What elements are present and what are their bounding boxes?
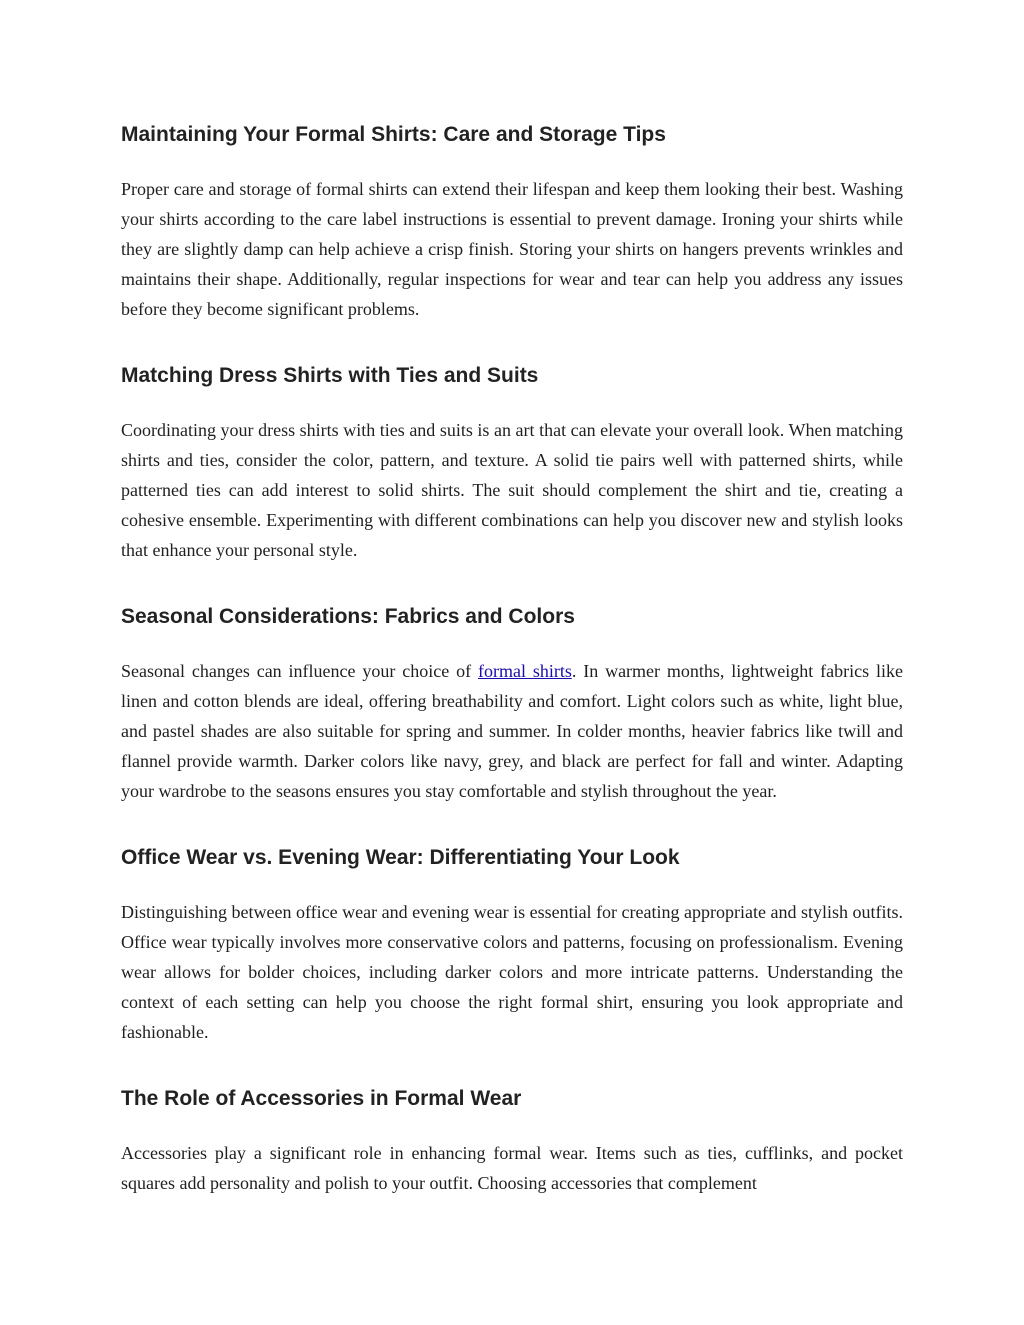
section-paragraph: Distinguishing between office wear and evening wear is essential for creating appropriate and stylish outfits. Office wear typically involves more conservative colors and patterns, focusing on professionalism. Evening wear allows for bolder choices, including darker colors and more intricate patterns. Understanding the context of each setting can help you choose the right formal shirt, ensuring you look appropriate and fashionable. [121,902,903,1042]
section-office-vs-evening [121,843,903,1047]
section-accessories [121,1084,903,1198]
document-page [121,120,903,1198]
section-heading: Matching Dress Shirts with Ties and Suits [121,364,539,387]
section-paragraph: Accessories play a significant role in enhancing formal wear. Items such as ties, cufflinks, and pocket squares add personality and polish to your outfit. Choosing accessories that complement [121,1143,903,1193]
section-paragraph: Coordinating your dress shirts with ties and suits is an art that can elevate your overall look. When matching shirts and ties, consider the color, pattern, and texture. A solid tie pairs well with patterned shirts, while patterned ties can add interest to solid shirts. The suit should complement the shirt and tie, creating a cohesive ensemble. Experimenting with different combinations can help you discover new and stylish looks that enhance your personal style. [121,420,903,560]
section-matching-ties-suits [121,361,903,565]
section-heading: Maintaining Your Formal Shirts: Care and Storage Tips [121,123,666,146]
paragraph-text-after-link: . In warmer months, lightweight fabrics like linen and cotton blends are ideal, offering breathability and comfort. Light colors such as white, light blue, and pastel shades are also suitable for spring and summer. In colder months, heavier fabrics like twill and flannel provide warmth. Darker colors like navy, grey, and black are perfect for fall and winter. Adapting your wardrobe to the seasons ensures you stay comfortable and stylish throughout the year. [121,661,903,801]
section-heading: Seasonal Considerations: Fabrics and Colors [121,605,575,628]
section-heading: The Role of Accessories in Formal Wear [121,1087,522,1110]
section-seasonal-considerations [121,602,903,806]
section-care-storage [121,120,903,324]
section-heading: Office Wear vs. Evening Wear: Differentiating Your Look [121,846,680,869]
section-paragraph [121,656,903,806]
formal-shirts-link[interactable]: formal shirts [477,661,572,681]
paragraph-text-before-link: Seasonal changes can influence your choice of [121,661,478,681]
section-paragraph: Proper care and storage of formal shirts can extend their lifespan and keep them looking their best. Washing your shirts according to the care label instructions is essential to prevent damage. Ironing your shirts while they are slightly damp can help achieve a crisp finish. Storing your shirts on hangers prevents wrinkles and maintains their shape. Additionally, regular inspections for wear and tear can help you address any issues before they become significant problems. [121,179,903,319]
